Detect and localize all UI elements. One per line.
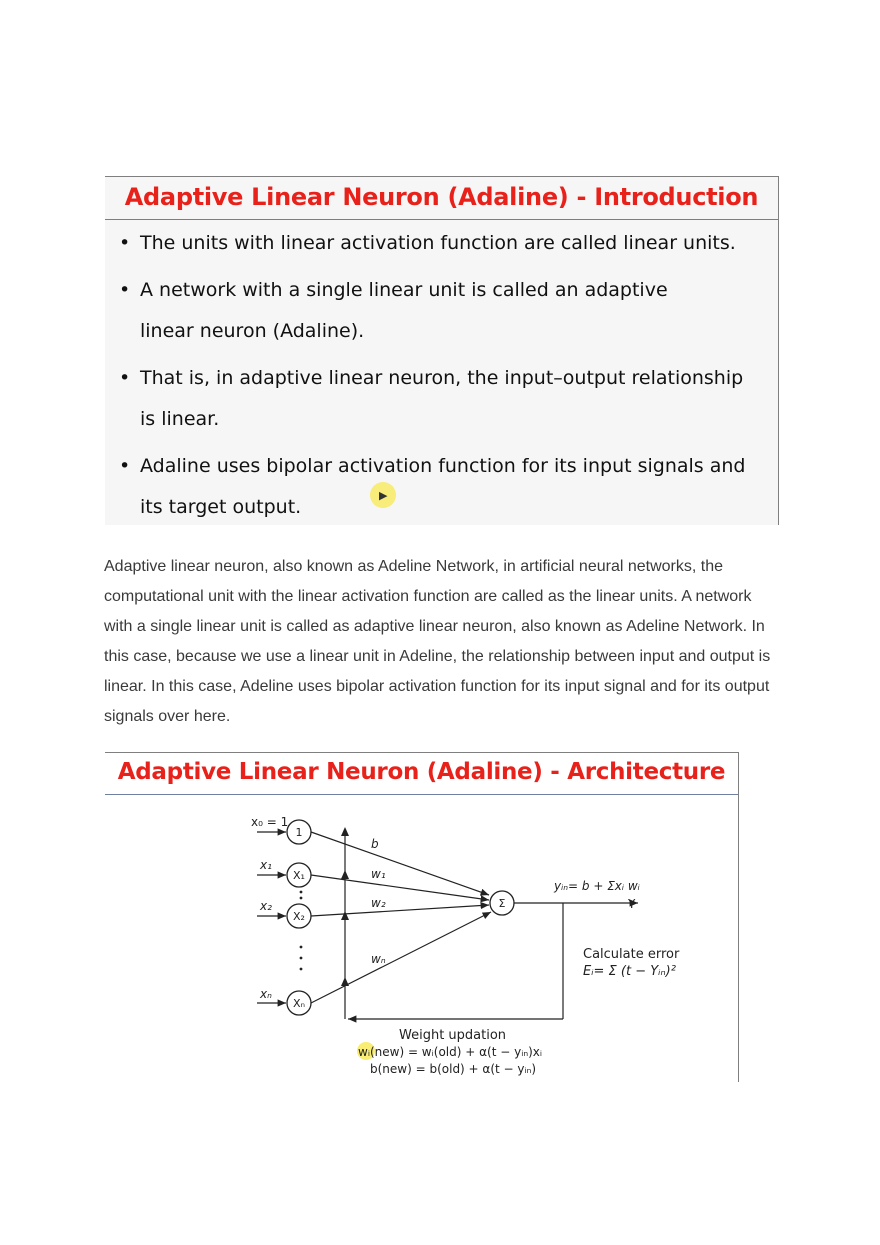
summation-node-label: Σ (498, 897, 506, 910)
error-formula: Eᵢ= Σ (t − Yᵢₙ)² (583, 964, 676, 979)
weight-label-b: b (371, 837, 379, 851)
bullet-item (105, 446, 778, 528)
input-label-xn: xₙ (260, 987, 272, 1001)
input-node-x1-label: X₁ (293, 869, 305, 882)
adaline-architecture-diagram (105, 753, 738, 1082)
feedback-arrow-w2 (341, 911, 349, 920)
description-paragraph: Adaptive linear neuron, also known as Adeline Network, in artificial neural networks, the computational unit with the linear activation function are called as the linear units. A network with a single linear unit is called as adaptive linear neuron, also known as Adeline Network. In this case, because we use a linear unit in Adeline, the relationship between input and output is linear. In this case, Adeline uses bipolar activation function for its input signal and for its output signals over here. (104, 558, 771, 725)
bullet-item (105, 270, 778, 352)
bullet-item (105, 358, 778, 440)
bullet-dot: • (119, 455, 131, 477)
feedback-arrow-top (341, 827, 349, 836)
net-input-formula: yᵢₙ= b + Σxᵢ wᵢ (554, 879, 640, 893)
bias-node-label: 1 (295, 826, 303, 839)
weight-update-rule: wᵢ(new) = wᵢ(old) + α(t − yᵢₙ)xᵢ (358, 1045, 543, 1059)
title-divider (105, 219, 778, 220)
cursor-arrow-icon: ▶ (379, 490, 388, 502)
slide-introduction (105, 176, 779, 525)
weight-updation-label: Weight updation (399, 1028, 507, 1043)
bullet-dot: • (119, 279, 131, 301)
input-node-xn-label: Xₙ (293, 997, 305, 1010)
connection-wn (311, 912, 491, 1003)
bullet-item (105, 223, 778, 264)
bullet-dot: • (119, 367, 131, 389)
bullet-list (105, 223, 778, 534)
bullet-dot: • (119, 232, 131, 254)
bullet-text: That is, in adaptive linear neuron, the input–output relationship is linear. (140, 367, 744, 430)
connection-w1 (311, 875, 489, 900)
output-label-y: Y (628, 897, 636, 911)
input-label-x2: x₂ (260, 899, 272, 913)
feedback-arrow-w1 (341, 870, 349, 879)
input-label-x1: x₁ (260, 858, 272, 872)
slide-architecture (105, 752, 739, 1082)
weight-label-wn: wₙ (371, 952, 386, 966)
bullet-text: A network with a single linear unit is called an adaptive linear neuron (Adaline). (140, 279, 668, 342)
slide-title: Adaptive Linear Neuron (Adaline) - Introduction (124, 183, 759, 211)
connection-w2 (311, 905, 489, 916)
bullet-text: Adaline uses bipolar activation function for its input signals and its target output. (140, 455, 746, 518)
calculate-error-label: Calculate error (583, 947, 680, 962)
slide-title: Adaptive Linear Neuron (Adaline) - Architecture (117, 759, 726, 785)
bullet-text: The units with linear activation function are called linear units. (140, 232, 736, 254)
input-node-x2-label: X₂ (293, 910, 305, 923)
bias-update-rule: b(new) = b(old) + α(t − yᵢₙ) (370, 1062, 537, 1076)
connection-b (311, 832, 489, 895)
weight-label-w2: w₂ (371, 896, 386, 910)
input-label-x0: x₀ = 1 (251, 815, 289, 829)
weight-label-w1: w₁ (371, 867, 386, 881)
ellipsis-dots (300, 891, 303, 971)
